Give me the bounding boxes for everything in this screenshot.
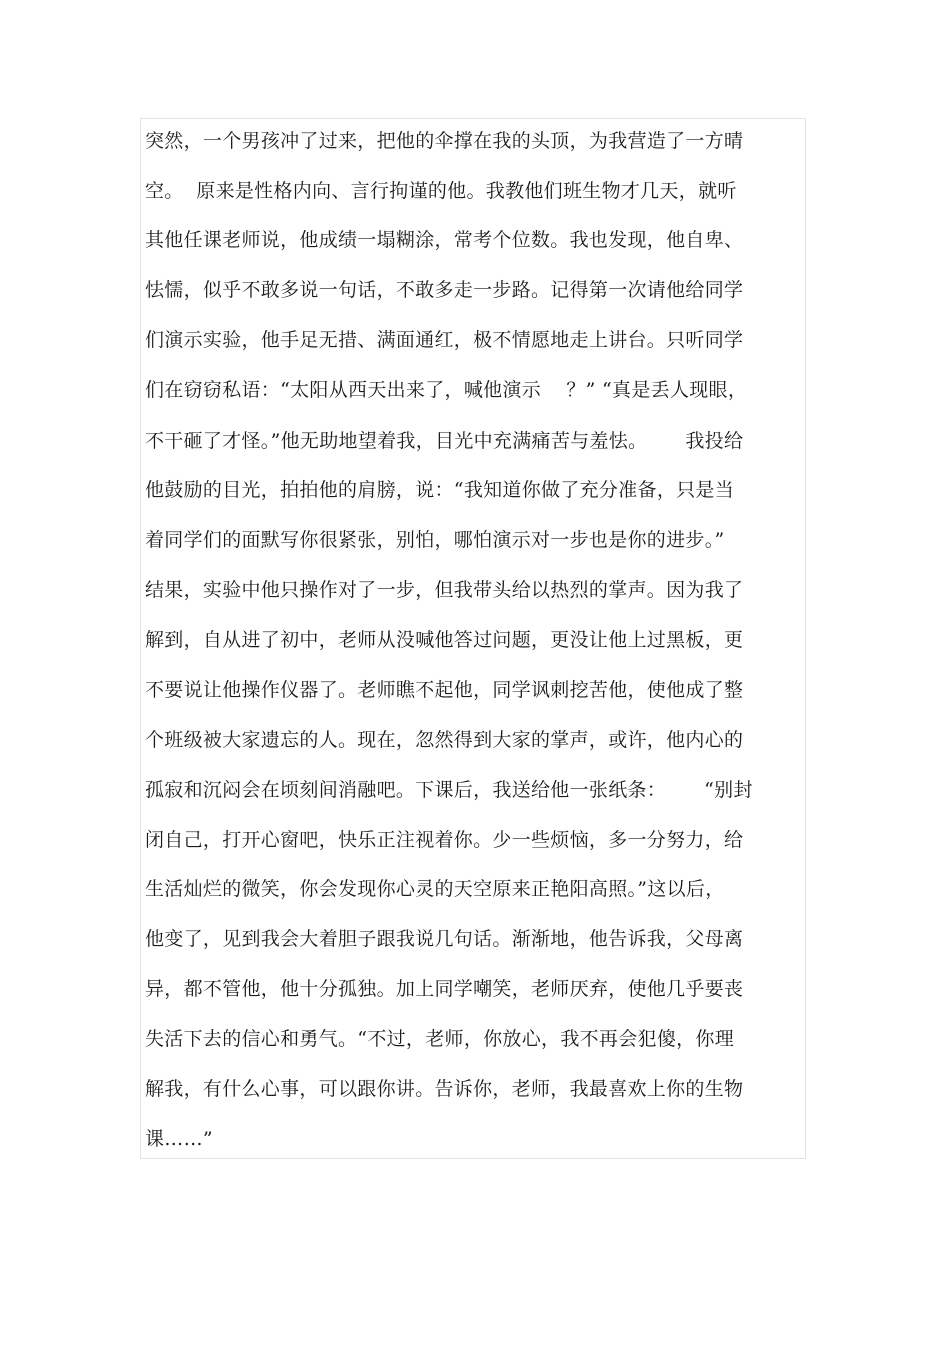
text-line: 解我，有什么心事，可以跟你讲。告诉你，老师，我最喜欢上你的生物 — [145, 1078, 744, 1100]
text-line: 们演示实验，他手足无措、满面通红，极不情愿地走上讲台。只听同学 — [145, 329, 744, 351]
text-line: 其他任课老师说，他成绩一塌糊涂，常考个位数。我也发现，他自卑、 — [145, 229, 744, 251]
text-line: 不干砸了才怪。”他无助地望着我，目光中充满痛苦与羞怯。 我投给 — [145, 430, 744, 452]
text-line: 他鼓励的目光，拍拍他的肩膀，说：“我知道你做了充分准备，只是当 — [145, 479, 735, 501]
text-line: 空。 原来是性格内向、言行拘谨的他。我教他们班生物才几天，就听 — [145, 180, 737, 202]
text-line: 怯懦，似乎不敢多说一句话，不敢多走一步路。记得第一次请他给同学 — [145, 279, 744, 301]
text-line: 他变了，见到我会大着胆子跟我说几句话。渐渐地，他告诉我，父母离 — [145, 928, 744, 950]
text-line: 突然，一个男孩冲了过来，把他的伞撑在我的头顶，为我营造了一方晴 — [145, 130, 744, 152]
text-line: 解到，自从进了初中，老师从没喊他答过问题，更没让他上过黑板，更 — [145, 629, 744, 651]
text-line: 闭自己，打开心窗吧，快乐正注视着你。少一些烦恼，多一分努力，给 — [145, 829, 744, 851]
text-line: 们在窃窃私语：“太阳从西天出来了，喊他演示 ？” “真是丢人现眼， — [145, 379, 748, 401]
text-line: 不要说让他操作仪器了。老师瞧不起他，同学讽刺挖苦他，使他成了整 — [145, 679, 744, 701]
text-line: 着同学们的面默写你很紧张，别怕，哪怕演示对一步也是你的进步。” — [145, 529, 725, 551]
text-line: 异，都不管他，他十分孤独。加上同学嘲笑，老师厌弃，使他几乎要丧 — [145, 978, 744, 1000]
text-line: 孤寂和沉闷会在顷刻间消融吧。下课后，我送给他一张纸条： “别封 — [145, 779, 753, 801]
text-line: 课……” — [145, 1128, 213, 1150]
text-line: 结果，实验中他只操作对了一步，但我带头给以热烈的掌声。因为我了 — [145, 579, 744, 601]
text-line: 个班级被大家遗忘的人。现在，忽然得到大家的掌声，或许，他内心的 — [145, 729, 744, 751]
text-line: 生活灿烂的微笑，你会发现你心灵的天空原来正艳阳高照。”这以后， — [145, 878, 725, 900]
text-line: 失活下去的信心和勇气。“不过，老师，你放心，我不再会犯傻，你理 — [145, 1028, 735, 1050]
